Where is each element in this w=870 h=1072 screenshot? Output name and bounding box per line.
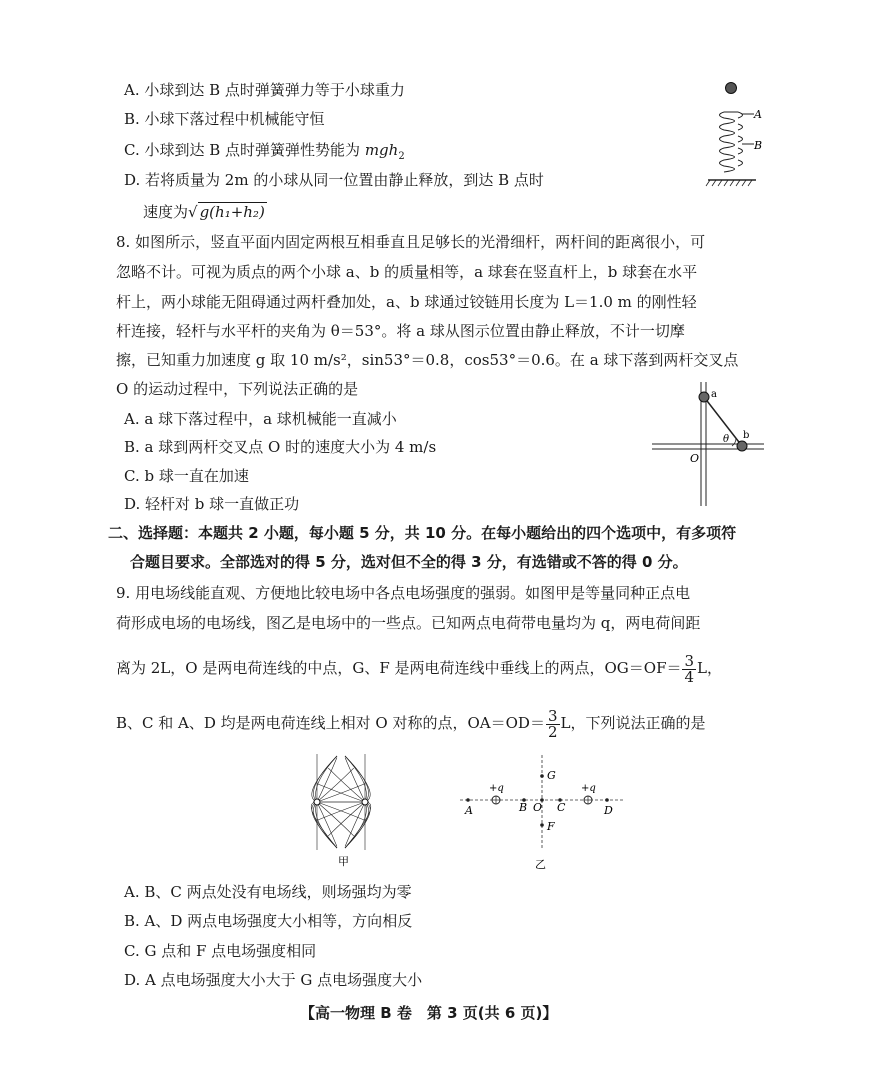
q7-option-d: D. 若将质量为 2m 的小球从同一位置由静止释放，到达 B 点时 <box>124 171 544 189</box>
section-2-heading-line2: 合题目要求。全部选对的得 5 分，选对但不全的得 3 分，有选错或不答的得 0 分。 <box>130 553 688 571</box>
label-a: a <box>711 389 717 400</box>
q8-line-5: 擦，已知重力加速度 g 取 10 m/s²，sin53°＝0.8，cos53°＝0.6。在 a 球下落到两杆交叉点 <box>116 351 739 369</box>
points-figure <box>455 750 635 875</box>
frac-den: 2 <box>547 722 558 741</box>
q8-option-d: D. 轻杆对 b 球一直做正功 <box>124 495 300 513</box>
field-line <box>345 802 365 846</box>
field-line <box>317 802 337 846</box>
q9-line-4-post: L，下列说法正确的是 <box>560 714 706 732</box>
page-footer: 【高一物理 B 卷 第 3 页(共 6 页)】 <box>300 1004 558 1022</box>
ball-b <box>737 441 747 451</box>
q9-line-3-text: 离为 2L，O 是两电荷连线的中点，G、F 是两电荷连线中垂线上的两点，OG＝OF＝ <box>116 659 682 677</box>
frac-num: 3 <box>684 651 695 670</box>
q9-line-3 <box>116 653 722 685</box>
label-point-o: O <box>533 801 543 814</box>
label-theta: θ <box>723 434 730 445</box>
label-point-f: F <box>547 820 555 833</box>
q9-line-3-post: L， <box>697 659 722 677</box>
label-point-b: B <box>519 801 528 814</box>
label-point-d: D <box>604 804 613 817</box>
section-2-heading: 二、选择题：本题共 2 小题，每小题 5 分，共 10 分。在每小题给出的四个选项中，有多项符 <box>108 524 737 542</box>
spring-figure <box>700 78 780 188</box>
field-line <box>345 756 366 802</box>
ground-hatch <box>706 180 752 186</box>
label-point-a: A <box>465 804 473 817</box>
angle-arc <box>732 438 736 446</box>
label-a: A <box>754 108 762 121</box>
spring-coil <box>720 112 743 172</box>
label-point-c: C <box>557 801 566 814</box>
q7-option-c-sub: 2 <box>398 151 405 162</box>
field-line <box>345 802 371 848</box>
q8-option-b: B. a 球到两杆交叉点 O 时的速度大小为 4 m/s <box>124 438 437 456</box>
label-yi: 乙 <box>535 858 546 871</box>
q8-line-3: 杆上，两小球能无阻碍通过两杆叠加处，a、b 球通过铰链用长度为 L＝1.0 m 的刚性轻 <box>116 293 697 311</box>
frac-den: 4 <box>684 667 695 686</box>
q8-line-2: 忽略不计。可视为质点的两个小球 a、b 的质量相等，a 球套在竖直杆上，b 球套在水平 <box>116 263 698 281</box>
q8-line-6: O 的运动过程中，下列说法正确的是 <box>116 380 359 398</box>
q9-option-a: A. B、C 两点处没有电场线，则场强均为零 <box>124 883 412 901</box>
label-b: b <box>743 430 750 441</box>
q9-option-d: D. A 点电场强度大小大于 G 点电场强度大小 <box>124 971 423 989</box>
field-line <box>345 802 366 848</box>
label-o: O <box>690 452 700 465</box>
ball <box>726 83 737 94</box>
q9-line-1: 9. 用电场线能直观、方便地比较电场中各点电场强度的强弱。如图甲是等量同种正点电 <box>116 584 691 602</box>
ball-a <box>699 392 709 402</box>
rods-figure <box>648 380 768 510</box>
q7-option-c <box>124 140 405 167</box>
q7-option-c-expr: mgh <box>364 141 399 159</box>
q9-line-2: 荷形成电场的电场线，图乙是电场中的一些点。已知两点电荷带电量均为 q，两电荷间距 <box>116 614 701 632</box>
label-point-g: G <box>547 769 556 782</box>
field-line <box>317 758 337 802</box>
q7-option-d-line2: 速度为√ g(h₁+h₂) <box>143 203 265 221</box>
field-line <box>345 758 365 802</box>
fraction-3-2 <box>546 706 560 741</box>
q9-option-c: C. G 点和 F 点电场强度相同 <box>124 942 317 960</box>
q9-line-4 <box>116 708 705 740</box>
q8-option-c: C. b 球一直在加速 <box>124 467 249 485</box>
charge-left <box>314 799 320 805</box>
q9-option-b: B. A、D 两点电场强度大小相等，方向相反 <box>124 912 413 930</box>
q8-option-a: A. a 球下落过程中，a 球机械能一直减小 <box>124 410 397 428</box>
label-q1: +q <box>489 783 504 794</box>
field-line <box>316 756 337 802</box>
q8-line-4: 杆连接，轻杆与水平杆的夹角为 θ＝53°。将 a 球从图示位置由静止释放，不计一切摩 <box>116 322 685 340</box>
label-q2: +q <box>581 783 596 794</box>
q7-option-a: A. 小球到达 B 点时弹簧弹力等于小球重力 <box>124 81 405 99</box>
q8-line-1: 8. 如图所示，竖直平面内固定两根互相垂直且足够长的光滑细杆，两杆间的距离很小，可 <box>116 233 706 251</box>
q9-line-4-text: B、C 和 A、D 均是两电荷连线上相对 O 对称的点，OA＝OD＝ <box>116 714 545 732</box>
q7-option-c-text: C. 小球到达 B 点时弹簧弹性势能为 <box>124 141 365 159</box>
field-line <box>311 802 337 848</box>
q7-option-b: B. 小球下落过程中机械能守恒 <box>124 110 325 128</box>
fraction-3-4 <box>682 651 696 686</box>
label-jia: 甲 <box>338 855 349 868</box>
field-line <box>316 802 337 848</box>
charge-right <box>362 799 368 805</box>
q7-option-d-prefix: 速度为 <box>143 203 189 221</box>
frac-num: 3 <box>547 706 558 725</box>
field-lines-figure <box>260 750 430 870</box>
q7-option-d-sqrt: g(h₁+h₂) <box>199 203 265 221</box>
label-b: B <box>754 139 763 152</box>
